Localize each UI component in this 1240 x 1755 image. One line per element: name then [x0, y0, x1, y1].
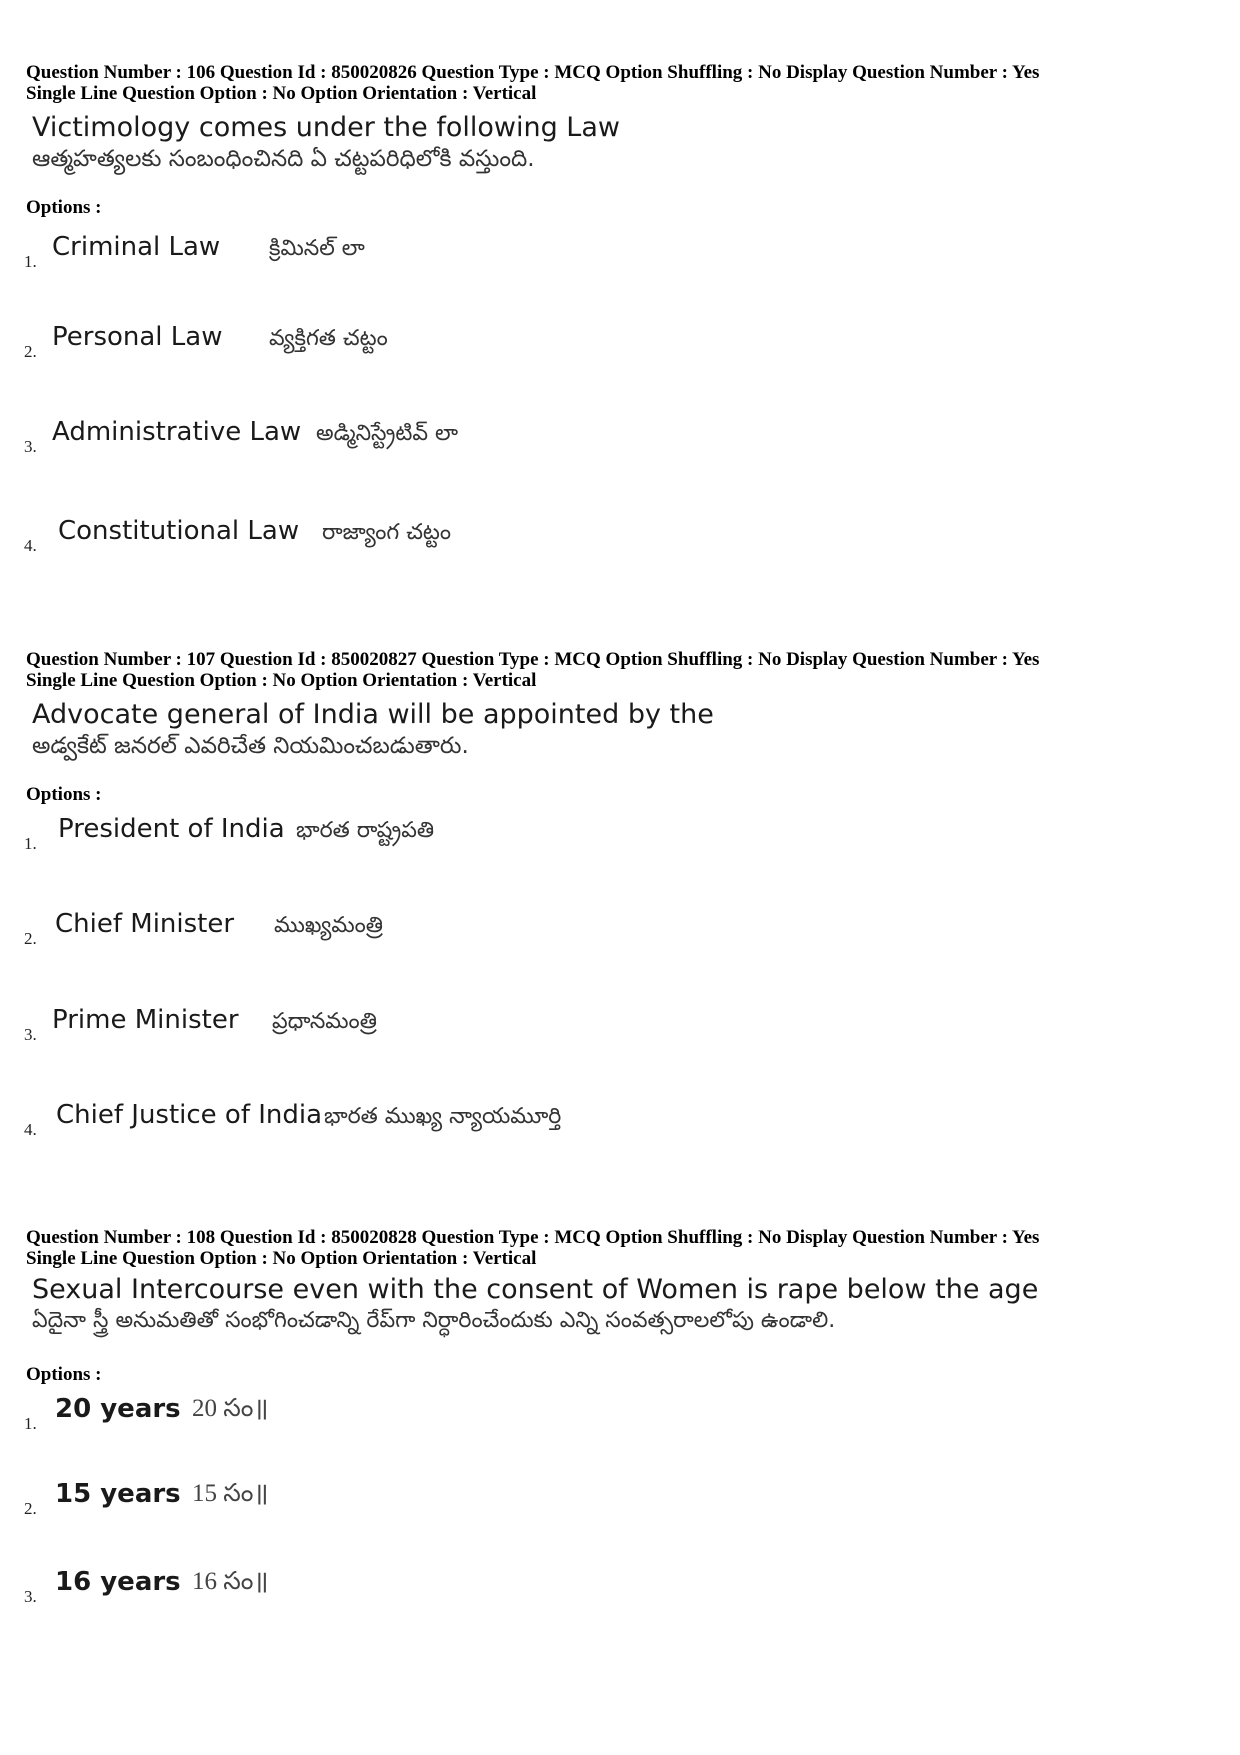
option-text-telugu: ప్రధానమంత్రి [272, 1009, 377, 1034]
question-108-meta [26, 1227, 1226, 1269]
option-4[interactable] [24, 516, 824, 556]
option-text-telugu: భారత రాష్ట్రపతి [296, 818, 435, 843]
option-text-telugu: క్రిమినల్ లా [269, 236, 365, 261]
option-text-telugu: భారత ముఖ్య న్యాయమూర్తి [324, 1104, 562, 1129]
option-text-english: 16 years [55, 1567, 181, 1597]
option-number: 1. [24, 252, 37, 271]
option-2[interactable] [24, 909, 824, 949]
option-text-telugu: 15 సం॥ [192, 1480, 269, 1507]
question-107-text [32, 699, 1212, 761]
option-text-telugu: అడ్మినిస్ట్రేటివ్ లా [316, 421, 459, 446]
option-text-english: Administrative Law [52, 417, 302, 447]
option-text-english: Personal Law [52, 322, 223, 352]
question-106-meta [26, 62, 1226, 104]
option-text-english: 15 years [55, 1479, 181, 1509]
meta-line-2: Single Line Question Option : No Option Orientation : Vertical [26, 670, 537, 691]
option-number: 3. [24, 1025, 37, 1044]
option-text-english: Chief Minister [55, 909, 235, 939]
option-number: 1. [24, 1414, 37, 1433]
question-108-text [32, 1274, 1212, 1336]
option-number: 2. [24, 1499, 37, 1518]
option-number: 1. [24, 834, 37, 853]
option-4[interactable] [24, 1100, 824, 1140]
question-text-english: Advocate general of India will be appointed by the [32, 699, 714, 730]
question-text-english: Victimology comes under the following Law [32, 112, 620, 143]
option-text-telugu: ముఖ్యమంత్రి [274, 913, 383, 938]
question-106-text [32, 112, 1212, 174]
option-3[interactable] [24, 417, 824, 457]
option-1[interactable] [24, 1394, 824, 1434]
question-text-telugu: ఏదైనా స్త్రీ అనుమతితో సంభోగించడాన్ని రేప్‌గా నిర్ధారించేందుకు ఎన్ని సంవత్సరాలలోపు ఉండాలి. [32, 1308, 836, 1333]
option-text-english: Criminal Law [52, 232, 221, 262]
option-2[interactable] [24, 1479, 824, 1519]
meta-line-2: Single Line Question Option : No Option Orientation : Vertical [26, 1248, 537, 1269]
option-text-english: Constitutional Law [58, 516, 300, 546]
option-3[interactable] [24, 1005, 824, 1045]
meta-line-1: Question Number : 106 Question Id : 850020826 Question Type : MCQ Option Shuffling : No Display Question Number : Yes [26, 62, 1040, 83]
option-text-english: 20 years [55, 1394, 181, 1424]
option-text-telugu: 20 సం॥ [192, 1395, 269, 1422]
option-text-english: President of India [58, 814, 285, 844]
option-number: 2. [24, 342, 37, 361]
option-1[interactable] [24, 814, 824, 854]
option-number: 4. [24, 1120, 37, 1139]
option-text-telugu: వ్యక్తిగత చట్టం [269, 326, 388, 351]
option-text-telugu: 16 సం॥ [192, 1568, 269, 1595]
option-number: 2. [24, 929, 37, 948]
options-label: Options : [26, 197, 102, 218]
question-text-english: Sexual Intercourse even with the consent of Women is rape below the age [32, 1274, 1039, 1305]
options-label: Options : [26, 1364, 102, 1385]
option-2[interactable] [24, 322, 824, 362]
option-1[interactable] [24, 232, 824, 272]
options-label: Options : [26, 784, 102, 805]
option-number: 4. [24, 536, 37, 555]
option-number: 3. [24, 1587, 37, 1606]
option-number: 3. [24, 437, 37, 456]
question-text-telugu: ఆత్మహత్యలకు సంబంధించినది ఏ చట్టపరిధిలోకి వస్తుంది. [32, 146, 535, 172]
meta-line-1: Question Number : 108 Question Id : 850020828 Question Type : MCQ Option Shuffling : No Display Question Number : Yes [26, 1227, 1040, 1248]
question-107-meta [26, 649, 1226, 691]
meta-line-1: Question Number : 107 Question Id : 850020827 Question Type : MCQ Option Shuffling : No Display Question Number : Yes [26, 649, 1040, 670]
meta-line-2: Single Line Question Option : No Option Orientation : Vertical [26, 83, 537, 104]
option-text-english: Prime Minister [52, 1005, 239, 1035]
option-text-english: Chief Justice of India [56, 1100, 323, 1130]
option-3[interactable] [24, 1567, 824, 1607]
option-text-telugu: రాజ్యాంగ చట్టం [322, 520, 452, 545]
question-text-telugu: అడ్వకేట్ జనరల్ ఎవరిచేత నియమించబడుతారు. [32, 733, 469, 759]
